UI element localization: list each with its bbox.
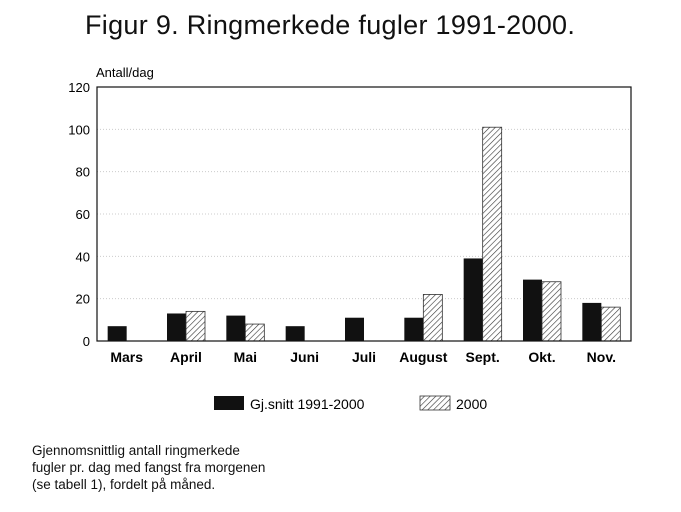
y-tick-label: 40 [75,249,90,265]
gridlines [97,129,631,298]
legend-swatch-2000 [420,396,450,410]
bar-avg-1991-2000 [286,326,305,341]
x-tick-label: August [399,349,448,365]
bar-2000 [483,127,502,341]
legend-label-avg: Gj.snitt 1991-2000 [250,396,365,412]
legend [214,396,487,412]
bar-2000 [601,307,620,341]
bar-avg-1991-2000 [345,318,364,341]
bar-2000 [245,324,264,341]
x-tick-label: Sept. [465,349,500,365]
x-tick-label: April [170,349,202,365]
bar-2000 [186,311,205,341]
y-tick-label: 100 [68,122,90,138]
bar-avg-1991-2000 [226,316,245,341]
x-tick-label: Mai [233,349,258,365]
x-axis-categories [110,349,616,365]
x-tick-label: Mars [110,349,144,365]
bar-avg-1991-2000 [582,303,601,341]
y-tick-label: 20 [75,291,90,307]
bar-2000 [423,294,442,341]
y-axis-label: Antall/dag [96,65,154,80]
y-axis-ticks [68,80,90,349]
bar-avg-1991-2000 [404,318,423,341]
bar-avg-1991-2000 [167,313,186,341]
x-tick-label: Juli [351,349,377,365]
legend-swatch-avg [214,396,244,410]
figure-caption [32,442,392,493]
bars [108,127,621,341]
bar-avg-1991-2000 [523,280,542,341]
y-tick-label: 0 [82,334,90,349]
bar-avg-1991-2000 [108,326,127,341]
x-tick-label: Nov. [586,349,616,365]
x-tick-label: Okt. [528,349,556,365]
y-tick-label: 80 [75,164,90,180]
bar-2000 [542,282,561,341]
caption-line: fugler pr. dag med fangst fra morgenen [32,460,266,475]
chart-title: Figur 9. Ringmerkede fugler 1991-2000. [85,10,576,40]
legend-label-2000: 2000 [456,396,488,412]
x-tick-label: Juni [290,349,320,365]
y-tick-label: 60 [75,207,90,222]
caption-line: Gjennomsnittlig antall ringmerkede [32,443,240,458]
caption-line: (se tabell 1), fordelt på måned. [32,477,216,492]
y-tick-label: 120 [68,80,90,95]
bar-avg-1991-2000 [464,258,483,341]
